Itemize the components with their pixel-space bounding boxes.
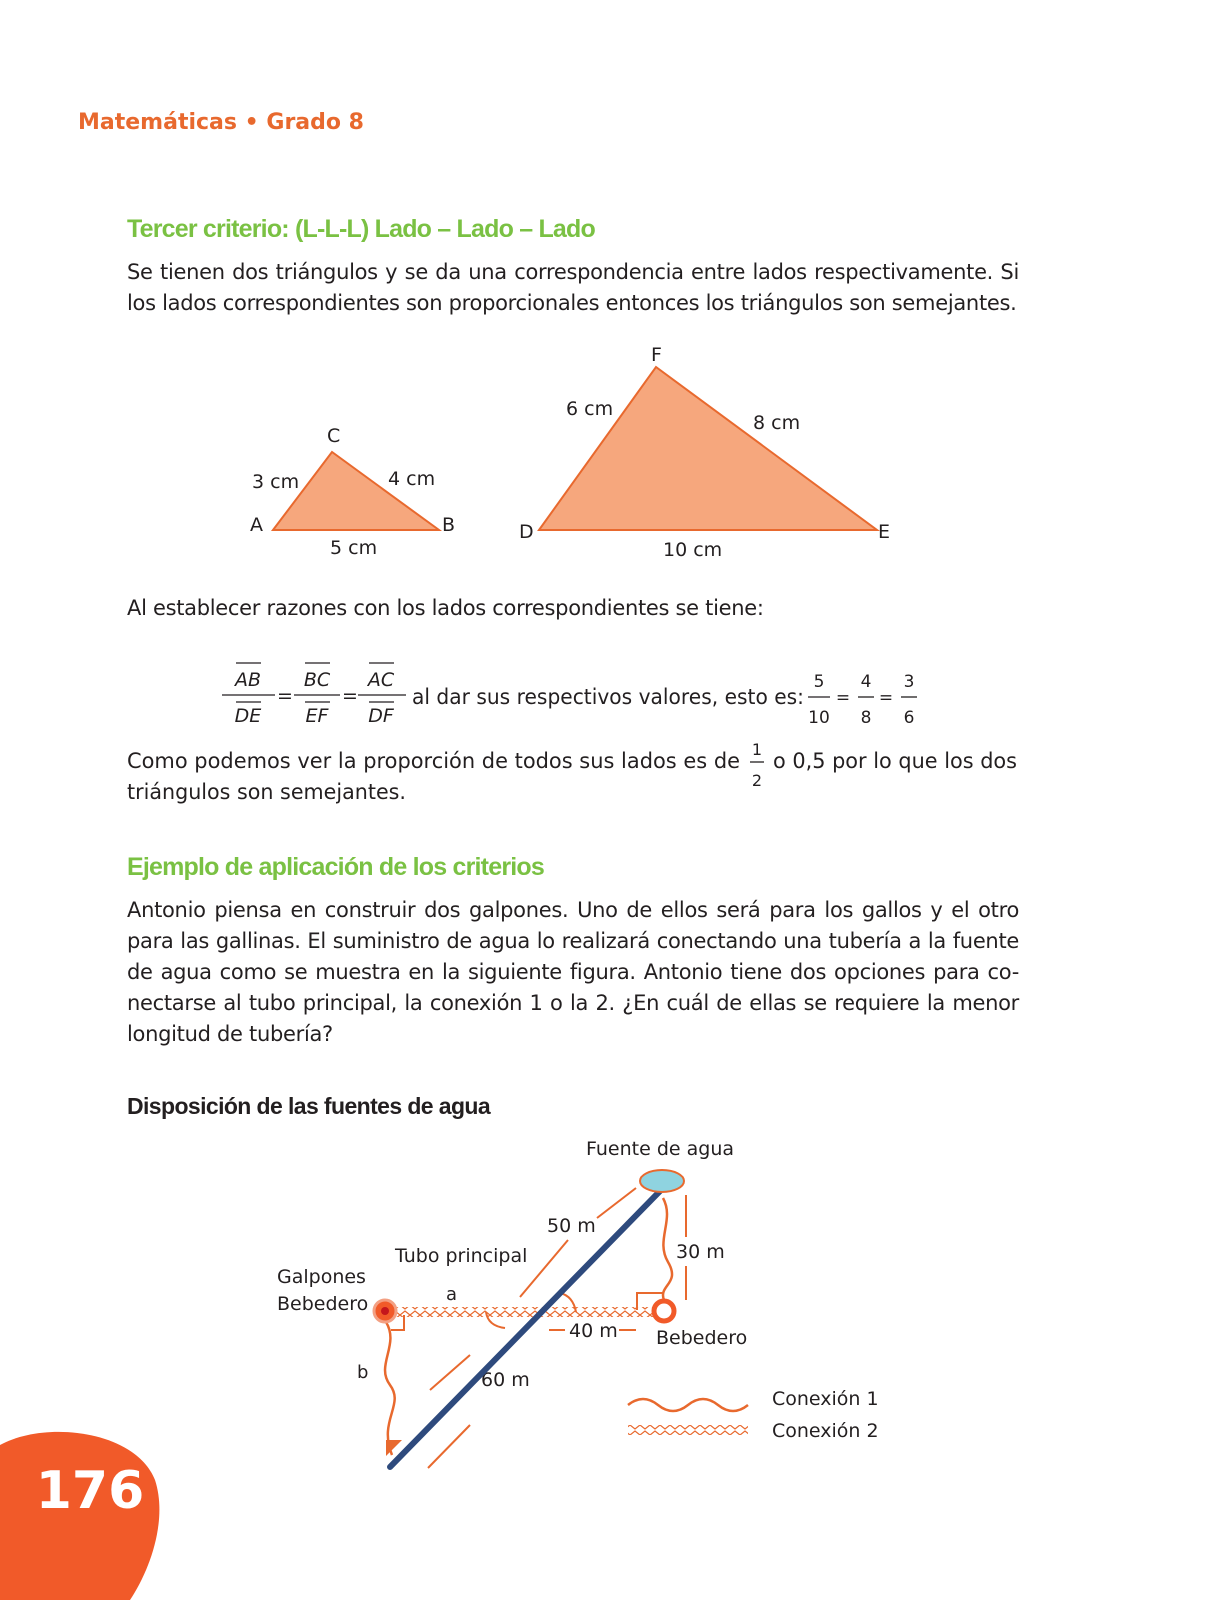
fraction-ab-denominator: DE bbox=[234, 705, 262, 727]
label-bebedero-right: Bebedero bbox=[656, 1327, 748, 1349]
vertex-label-f: F bbox=[651, 344, 662, 366]
side-label-df: 6 cm bbox=[566, 398, 614, 420]
value-3: 3 bbox=[903, 672, 915, 692]
connection-2-pipe bbox=[391, 1307, 661, 1317]
label-60m: 60 m bbox=[481, 1369, 530, 1391]
side-label-de: 10 cm bbox=[663, 539, 723, 561]
label-bebedero-left: Bebedero bbox=[277, 1293, 369, 1315]
intro-line: los lados correspondientes son proporcionales entonces los triángulos son semejantes. bbox=[127, 291, 1017, 315]
page-number-badge bbox=[0, 1430, 165, 1600]
equals-sign: = bbox=[835, 688, 851, 708]
label-a: a bbox=[446, 1284, 458, 1305]
value-10: 10 bbox=[808, 708, 830, 728]
equals-sign: = bbox=[277, 685, 293, 707]
fraction-ac-numerator: AC bbox=[367, 669, 395, 691]
running-header bbox=[78, 110, 364, 135]
fraction-ef-denominator: EF bbox=[305, 705, 329, 727]
side-label-ab: 5 cm bbox=[330, 537, 378, 559]
example-line: longitud de tubería? bbox=[127, 1022, 333, 1046]
equals-sign: = bbox=[878, 688, 894, 708]
connection-1-pipe-b bbox=[385, 1322, 395, 1455]
vertex-label-b: B bbox=[442, 514, 456, 536]
vertex-label-c: C bbox=[327, 425, 341, 447]
vertex-label-d: D bbox=[519, 521, 534, 543]
header-separator: • bbox=[244, 110, 259, 135]
value-8: 8 bbox=[860, 708, 872, 728]
side-label-ac: 3 cm bbox=[252, 471, 300, 493]
triangle-def bbox=[539, 367, 877, 530]
intro-line: Se tienen dos triángulos y se da una correspondencia entre lados respectivamente. Si bbox=[127, 260, 1019, 284]
water-source-icon bbox=[640, 1170, 684, 1192]
value-4: 4 bbox=[860, 672, 872, 692]
legend-diamond-icon bbox=[628, 1425, 748, 1435]
label-40m: 40 m bbox=[569, 1320, 618, 1342]
conclusion-line2: triángulos son semejantes. bbox=[127, 780, 406, 804]
header-grade: Grado 8 bbox=[266, 110, 364, 135]
ratio-equation bbox=[0, 655, 1206, 735]
conclusion-part2: o 0,5 por lo que los dos bbox=[773, 749, 1017, 773]
ratios-middle-text: al dar sus respectivos valores, esto es: bbox=[412, 685, 804, 709]
label-fuente: Fuente de agua bbox=[586, 1138, 735, 1160]
triangles-figure bbox=[0, 330, 1206, 570]
conclusion-frac-den: 2 bbox=[751, 771, 763, 790]
water-sources-diagram bbox=[0, 1130, 1206, 1470]
label-50m: 50 m bbox=[547, 1215, 596, 1237]
header-subject: Matemáticas bbox=[78, 110, 237, 135]
conclusion-frac-num: 1 bbox=[751, 740, 763, 759]
conclusion-text bbox=[0, 735, 1206, 805]
side-label-fe: 8 cm bbox=[753, 412, 801, 434]
value-6: 6 bbox=[903, 708, 915, 728]
main-pipe bbox=[390, 1189, 662, 1467]
legend-conexion-2: Conexión 2 bbox=[772, 1420, 879, 1442]
page-number: 176 bbox=[35, 1461, 145, 1521]
label-b: b bbox=[357, 1362, 369, 1383]
section-title-lll: Tercer criterio: (L-L-L) Lado – Lado – Lado bbox=[127, 215, 595, 243]
label-galpones: Galpones bbox=[277, 1266, 366, 1288]
vertex-label-e: E bbox=[878, 521, 891, 543]
fraction-bc-numerator: BC bbox=[303, 669, 331, 691]
fraction-df-denominator: DF bbox=[368, 705, 394, 727]
value-5: 5 bbox=[813, 672, 825, 692]
vertex-label-a: A bbox=[250, 514, 263, 536]
example-line: Antonio piensa en construir dos galpones. Uno de ellos será para los gallos y el otro bbox=[127, 898, 1019, 922]
section-title-example: Ejemplo de aplicación de los criterios bbox=[127, 853, 544, 881]
example-paragraph bbox=[127, 895, 1019, 1050]
drinker-right-icon bbox=[654, 1301, 674, 1321]
legend-conexion-1: Conexión 1 bbox=[772, 1388, 879, 1410]
label-tubo-principal: Tubo principal bbox=[395, 1245, 528, 1267]
legend-wave-icon bbox=[628, 1399, 748, 1411]
connection-1-pipe-right bbox=[663, 1198, 672, 1300]
fraction-ab-numerator: AB bbox=[234, 669, 262, 691]
side-label-cb: 4 cm bbox=[388, 468, 436, 490]
section-intro bbox=[127, 257, 1019, 319]
diagram-title: Disposición de las fuentes de agua bbox=[127, 1093, 491, 1119]
conclusion-part1: Como podemos ver la proporción de todos sus lados es de bbox=[127, 749, 740, 773]
ratios-lead-in: Al establecer razones con los lados correspondientes se tiene: bbox=[127, 596, 764, 620]
example-line: de agua como se muestra en la siguiente figura. Antonio tiene dos opciones para co- bbox=[127, 960, 1019, 984]
example-line: para las gallinas. El suministro de agua lo realizará conectando una tubería a la fuente bbox=[127, 929, 1019, 953]
example-line: nectarse al tubo principal, la conexión 1 o la 2. ¿En cuál de ellas se requiere la menor bbox=[127, 991, 1019, 1015]
label-30m: 30 m bbox=[676, 1241, 725, 1263]
equals-sign: = bbox=[342, 685, 358, 707]
